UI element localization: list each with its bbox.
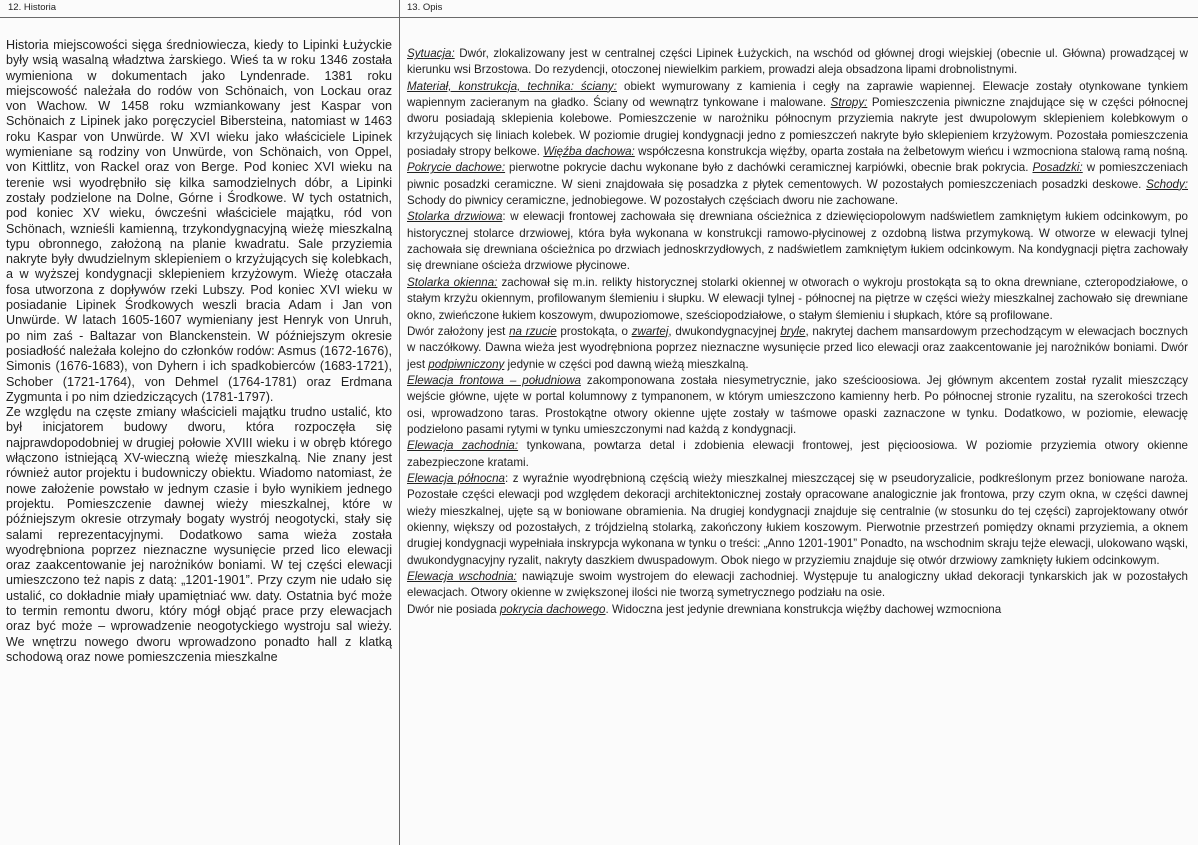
section-label: Elewacja zachodnia: [407,439,519,453]
history-header: 12. Historia [8,2,57,13]
section-label: Elewacja północna [407,471,505,485]
description-text [407,46,1188,618]
description-paragraph-west-elevation: Elewacja zachodnia: tynkowana, powtarza detal i zdobienia elewacji frontowej, jest pięcioosiowa. W poziomie przyziemia otwory okienne zabezpieczone kratami. [407,439,1189,469]
history-text [6,38,392,665]
history-paragraph-1: Historia miejscowości sięga średniowiecza, kiedy to Lipinki Łużyckie były wsią wasalną władztwa żarskiego. Wieś ta w roku 1346 została wymieniona w dokumentach jako Lyndenrade. 1381 roku miejscowość należała do rodów von Schönaich, von Lockau oraz von Wachow. W 1458 roku wzmiankowany jest Kaspar von Schönaich z Lipinek jako poręczyciel Bibersteina, natomiast w 1463 roku Kaspar von Unwürde. W XVI wieku jako właściciele Lipinek wymieniane są rodziny von Unwürde, von Schönaich, von Oppel, von Kittlitz, von Rackel oraz von Berge. Pod koniec XVI wieku na terenie wsi wyodrębniło się kilka samodzielnych dóbr, a Lipinki zostały podzielone na Dolne, Górne i Środkowe. W tych ostatnich, pod koniec XV wieku, ówcześni właściciele majątku, ród von Schönach, wznieśli kamienną, trzykondygnacyjną wieżę mieszkalną typu obronnego, założoną na planie kwadratu. Sale przyziemia nakryte były dwudzielnym sklepieniem o krzyżujących się kolebkach, a w wyższej kondygnacji sklepieniem krzyżowym. Wieżę otaczała fosa utworzona z dopływów rzeki Lubszy. Pod koniec XVI wieku w posiadanie Lipinek Środkowych weszli bracia Adam i Jan von Unwürde. W latach 1605-1607 wymieniany jest Henryk von Unruh, po nim zaś - Baltazar von Blanckenstein. W późniejszym okresie posiadłość należała kolejno do członków rodów: Asmus (1672-1676), Simonis (1676-1683), von Dyhern i ich spadkobierców (1683-1721), Schober (1721-1764), von Dehmel (1764-1781) oraz Erdmana Zygmunta i po nim dziedziczących (1781-1797). [6,38,392,404]
description-paragraph-front-elevation: Elewacja frontowa – południowa zakomponowana została niesymetrycznie, jako sześcioosiowa. Jej głównym akcentem został ryzalit mieszczący wejście główne, ujęte w portal kolumnowy z tympanonem, w którym umieszczono kamienny herb. Po północnej stronie ryzalitu, na szerokości trzech osi, wprowadzono taras. Prostokątne otwory okienne ujęte zostały w taśmowe opaski zaznaczone w tynku. Dodatkowo, w poziomie, elewację podzielono pasami rytymi w tynku umieszczonymi nad każdą z kondygnacji. [407,373,1188,436]
description-paragraph-roof: Dwór nie posiada pokrycia dachowego. Widoczna jest jedynie drewniana konstrukcja więźby dachowej wzmocniona [407,602,1002,616]
description-header: 13. Opis [407,2,443,13]
description-paragraph-plan: Dwór założony jest na rzucie prostokąta, o zwartej, dwukondygnacyjnej bryle, nakrytej dachem mansardowym przechodzącym w elewacjach bocznych w naczółkowy. Dawna wieża jest wyodrębniona poprzez nieznaczne wysunięcie przed lico elewacji oraz zaakcentowanie jej narożników boniami. Dwór jest podpiwniczony jedynie w części pod dawną wieżą mieszkalną. [407,324,1188,371]
description-paragraph-windows: Stolarka okienna: zachował się m.in. relikty historycznej stolarki okiennej w otworach o wykroju prostokąta są to okna drewniane, czteropodziałowe, o stałym krzyżu okiennym, profilowanym ślemieniu i słupku. W elewacji tylnej - północnej na piętrze w części wieży mieszkalnej zachowało się drewniane okno, zwieńczone łukiem koszowym, dwupoziomowe, sześciopodziałowe, o stałym ślemieniu i słupkach, które są profilowane. [407,275,1188,322]
section-label: Sytuacja: [407,47,455,60]
section-label: Elewacja wschodnia: [407,570,517,583]
history-column [0,0,400,845]
description-paragraph-east-elevation: Elewacja wschodnia: nawiązuje swoim wystrojem do elewacji zachodniej. Występuje tu analogiczny układ dekoracji tynkarskich jak w pozostałych elewacjach. Otwory okienne w zwiększonej ilości nie tworzą symetrycznego podziału na osie. [407,570,1188,600]
section-label: Elewacja frontowa – południowa [407,373,581,387]
description-paragraph-north-elevation: Elewacja północna: z wyraźnie wyodrębnioną częścią wieży mieszkalnej mieszczącej się w pseudoryzalicie, podkreślonym przez boniowane naroża. Pozostałe części elewacji pod względem dekoracji architektonicznej zostały opracowane analogicznie jak frontowa, przy czym okna, w części dawnej wieży mieszkalnej, ujęte są w boniowane obramienia. Na drugiej kondygnacji znajduje się centralnie (w stosunku do tej części) zaprojektowany otwór okienny, większy od pozostałych, z trójdzielną stolarką, zakończony łukiem koszowym. Pierwotnie przestrzeń pomiędzy oknami przyziemia, a oknem drugiej kondygnacji wypełniała inskrypcja wykonana w tynku o treści: „Anno 1201-1901” Ponadto, na wschodnim skraju tejże elewacji, ulokowano wąski, dwukondygnacyjny ryzalit, nakryty daszkiem dwuspadowym. Obok niego w przyziemiu znajduje się otwór drzwiowy zamknięty łukiem odcinkowym. [407,471,1188,567]
section-label: Stolarka drzwiowa [407,210,503,224]
section-label: Materiał, konstrukcja, technika: ściany: [407,79,617,93]
description-column [400,0,1198,845]
description-paragraph-doors: Stolarka drzwiowa: w elewacji frontowej zachowała się drewniana ościeżnica z dziewięciopolowym nadświetlem zamkniętym łukiem odcinkowym, po historycznej stolarce drzwiowej, która była wykonana w konstrukcji ramowo-płycinowej z ozdobną listwa przymykową. W otworze w elewacji tylnej zachowała się drewniana ościeżnica po drzwiach jednoskrzydłowych, z nadświetlem zamkniętym łukiem odcinkowym. Na kondygnacji piętra zachowały się drewniane ościeża drzwiowe płycinowe. [407,210,1188,273]
description-paragraph-situation: Sytuacja: Dwór, zlokalizowany jest w centralnej części Lipinek Łużyckich, na wschód od głównej drogi wiejskiej (obecnie ul. Główna) prowadzącej w kierunku wsi Brzostowa. Do rezydencji, otoczonej niewielkim parkiem, prowadzi aleja obsadzona lipami drobnolistnymi. [407,47,1188,77]
history-paragraph-2: Ze względu na częste zmiany właścicieli majątku trudno ustalić, kto był inicjatorem budowy dworu, która rozpoczęła się najprawdopodobniej w drugiej połowie XVIII wieku i w obręb którego włączono istniejącą XV-wieczną wieżę mieszkalną. Nie znany jest również autor projektu i budowniczy obiektu. Wiadomo natomiast, że nowe założenie powstało w jednym czasie i było wynikiem jednego projektu. Pomieszczenie dawnej wieży mieszkalnej, które w późniejszym okresie otrzymały bogaty wystrój neogotycki, stały się salami reprezentacyjnymi. Dodatkowo sama wieża została wyodrębniona poprzez nieznaczne wysunięcie przed lico elewacji oraz zaakcentowanie jej narożników boniami. W tej części elewacji umieszczono też napis z datą: „1201-1901”. Przy czym nie udało się ustalić, co dokładnie miały upamiętniać ww. daty. Ostatnia być może to termin remontu dworu, który mógł objąć prace przy elewacjach oraz być może – wprowadzenie neogotyckiego wystroju sal wieży. We wnętrzu nowego dworu wprowadzono ponadto hall z klatką schodową oraz nowe pomieszczenia mieszkalne [6,405,392,664]
description-paragraph-material: Materiał, konstrukcja, technika: ściany: obiekt wymurowany z kamienia i cegły na zaprawie wapiennej. Elewacje zostały otynkowane tynkiem wapiennym zacieranym na gładko. Ściany od wewnątrz tynkowane i malowane. Stropy: Pomieszczenia piwniczne znajdujące się w części północnej dworu posiadają sklepienia kolebowe. Pomieszczenie w narożniku północnym przyziemia nakryte jest dwupolowym sklepieniem kolebkowym o krzyżujących się liniach kolebek. W poziomie drugiej kondygnacji jedno z pomieszczeń nakryte było sklepieniem krzyżowym. Pozostała pomieszczenia posiadały stropy belkowe. Więźba dachowa: współczesna konstrukcja więźby, oparta została na żelbetowym wieńcu i wzmocniona stalową ramą nośną. Pokrycie dachowe: pierwotne pokrycie dachu wykonane było z dachówki ceramicznej karpiówki, obecnie brak pokrycia. Posadzki: w pomieszczeniach piwnic posadzki ceramiczne. W sieni znajdowała się posadzka z płytek cementowych. W pozostałych pomieszczeniach posadzki deskowe. Schody: Schody do piwnicy ceramiczne, jednobiegowe. W pozostałych częściach dworu nie zachowane. [407,79,1189,208]
section-label: Stolarka okienna: [407,275,498,289]
